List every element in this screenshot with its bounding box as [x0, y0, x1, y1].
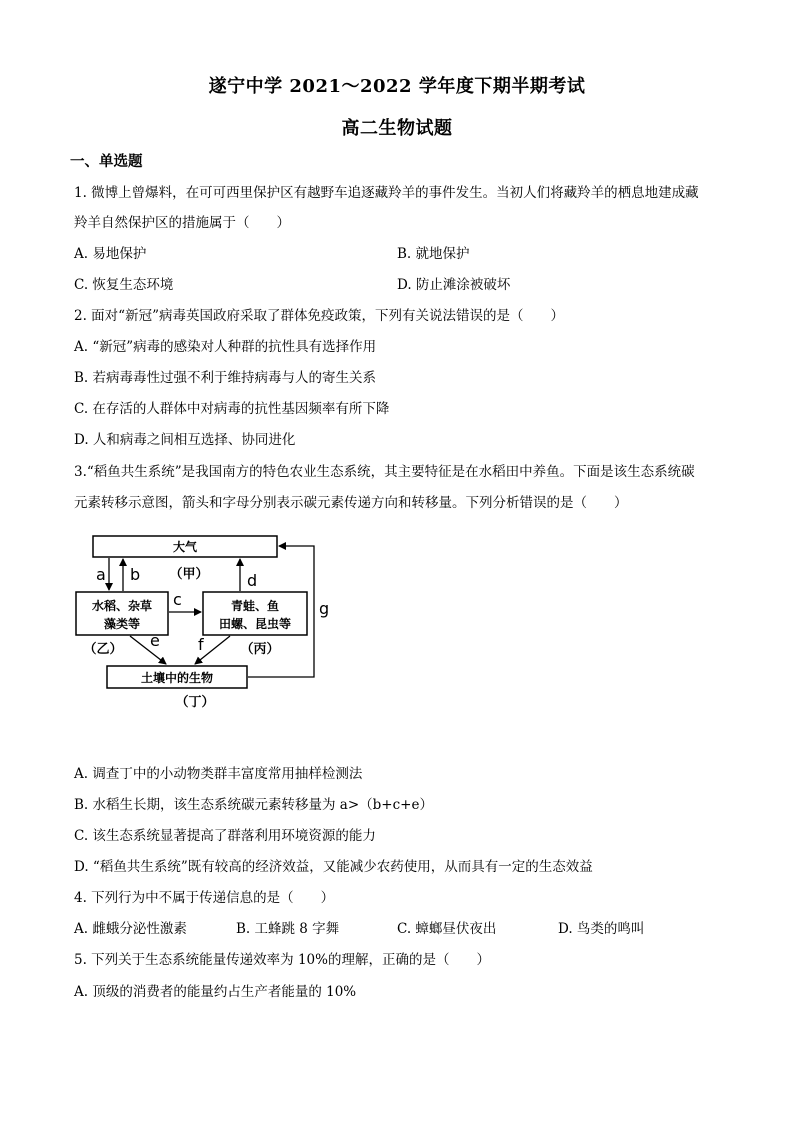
q4-option-a: A. 雌蛾分泌性激素	[74, 921, 187, 937]
arrow-a-label: a	[96, 565, 106, 584]
producer-line1: 水稻、杂草	[91, 599, 153, 613]
arrow-e	[130, 636, 166, 664]
q2-option-b: B. 若病毒毒性过强不利于维持病毒与人的寄生关系	[74, 370, 377, 386]
q3-stem-line1: 3.“稻鱼共生系统”是我国南方的特色农业生态系统，其主要特征是在水稻田中养鱼。下面是该生态系统碳	[74, 464, 695, 480]
q4-option-c: C. 蟑螂昼伏夜出	[397, 921, 497, 937]
atmosphere-label: 大气	[172, 540, 198, 554]
exam-subtitle: 高二生物试题	[341, 118, 453, 139]
consumer-line1: 青蛙、鱼	[230, 599, 280, 613]
carbon-cycle-diagram	[70, 528, 350, 718]
q4-stem: 4. 下列行为中不属于传递信息的是（ ）	[74, 890, 335, 906]
arrow-c-label: c	[173, 590, 182, 609]
q3-option-b: B. 水稻生长期，该生态系统碳元素转移量为 a>（b+c+e）	[74, 797, 433, 813]
bing-label: （丙）	[240, 642, 280, 657]
arrow-g-label: g	[319, 599, 330, 618]
ding-label: （丁）	[175, 695, 215, 710]
q5-option-a: A. 顶级的消费者的能量约占生产者能量的 10%	[74, 984, 357, 1000]
jia-label: （甲）	[169, 567, 209, 582]
section-heading: 一、单选题	[70, 153, 143, 170]
producer-line2: 藻类等	[103, 617, 141, 631]
q1-option-b: B. 就地保护	[397, 246, 470, 262]
q1-option-a: A. 易地保护	[74, 246, 147, 262]
q3-option-a: A. 调查丁中的小动物类群丰富度常用抽样检测法	[74, 766, 363, 782]
q3-option-d: D. “稻鱼共生系统”既有较高的经济效益，又能减少农药使用，从而具有一定的生态效益	[74, 859, 593, 875]
q2-stem: 2. 面对“新冠”病毒英国政府采取了群体免疫政策，下列有关说法错误的是（ ）	[74, 308, 564, 324]
q3-option-c: C. 该生态系统显著提高了群落利用环境资源的能力	[74, 828, 376, 844]
arrow-d-label: d	[247, 571, 258, 590]
arrow-b-label: b	[130, 565, 141, 584]
exam-title: 遂宁中学 2021～2022 学年度下期半期考试	[208, 76, 586, 97]
q1-option-d: D. 防止滩涂被破坏	[397, 277, 511, 293]
arrow-f-label: f	[198, 635, 204, 654]
q3-stem-line2: 元素转移示意图，箭头和字母分别表示碳元素传递方向和转移量。下列分析错误的是（ ）	[74, 495, 628, 511]
q2-option-a: A. “新冠”病毒的感染对人种群的抗性具有选择作用	[74, 339, 377, 355]
q4-option-b: B. 工蜂跳 8 字舞	[236, 921, 340, 937]
q1-stem-line1: 1. 微博上曾爆料，在可可西里保护区有越野车追逐藏羚羊的事件发生。当初人们将藏羚羊的栖息地建成藏	[74, 185, 699, 201]
consumer-line2: 田螺、昆虫等	[218, 617, 292, 631]
q2-option-c: C. 在存活的人群体中对病毒的抗性基因频率有所下降	[74, 401, 390, 417]
q1-stem-line2: 羚羊自然保护区的措施属于（ ）	[74, 215, 290, 231]
q4-option-d: D. 鸟类的鸣叫	[558, 921, 645, 937]
yi-label: （乙）	[83, 642, 123, 657]
q1-option-c: C. 恢复生态环境	[74, 277, 174, 293]
q2-option-d: D. 人和病毒之间相互选择、协同进化	[74, 432, 296, 448]
q5-stem: 5. 下列关于生态系统能量传递效率为 10%的理解，正确的是（ ）	[74, 952, 490, 968]
decomposer-label: 土壤中的生物	[140, 671, 214, 685]
arrow-e-label: e	[150, 631, 160, 650]
